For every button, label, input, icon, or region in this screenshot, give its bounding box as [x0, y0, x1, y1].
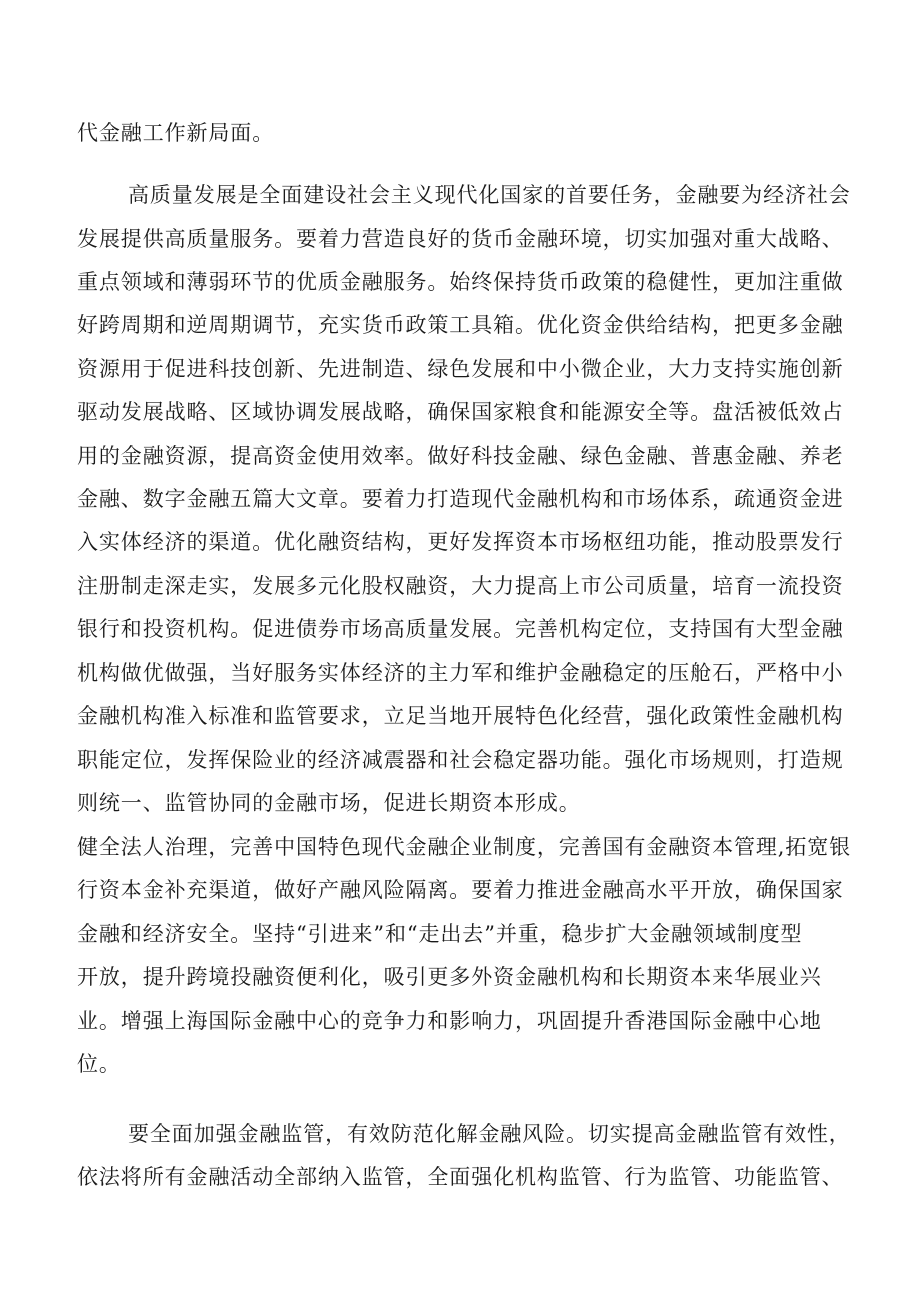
text-line: 职能定位，发挥保险业的经济减震器和社会稳定器功能。强化市场规则，打造规 [77, 748, 844, 772]
text-line: 位。 [77, 1052, 121, 1076]
text-line: 重点领域和薄弱环节的优质金融服务。始终保持货币政策的稳健性，更加注重做 [77, 270, 844, 294]
text-line: 代金融工作新局面。 [77, 121, 275, 145]
text-line: 依法将所有金融活动全部纳入监管，全面强化机构监管、行为监管、功能监管、 [77, 1165, 844, 1189]
text-line: 健全法人治理，完善中国特色现代金融企业制度，完善国有金融资本管理,拓宽银 [77, 835, 852, 859]
text-line: 高质量发展是全面建设社会主义现代化国家的首要任务，金融要为经济社会 [128, 183, 851, 207]
text-line: 行资本金补充渠道，做好产融风险隔离。要着力推进金融高水平开放，确保国家 [77, 878, 844, 902]
text-line: 开放，提升跨境投融资便利化，吸引更多外资金融机构和长期资本来华展业兴 [77, 965, 822, 989]
text-line: 用的金融资源，提高资金使用效率。做好科技金融、绿色金融、普惠金融、养老 [77, 444, 844, 468]
text-line: 驱动发展战略、区域协调发展战略，确保国家粮食和能源安全等。盘活被低效占 [77, 400, 844, 424]
text-line: 好跨周期和逆周期调节，充实货币政策工具箱。优化资金供给结构，把更多金融 [77, 313, 844, 337]
text-line: 入实体经济的渠道。优化融资结构，更好发挥资本市场枢纽功能，推动股票发行 [77, 530, 844, 554]
text-line: 业。增强上海国际金融中心的竞争力和影响力，巩固提升香港国际金融中心地 [77, 1009, 822, 1033]
text-line: 发展提供高质量服务。要着力营造良好的货币金融环境，切实加强对重大战略、 [77, 227, 844, 251]
text-line: 资源用于促进科技创新、先进制造、绿色发展和中小微企业，大力支持实施创新 [77, 357, 844, 381]
text-line: 金融和经济安全。坚持“引进来”和“走出去”并重，稳步扩大金融领域制度型 [77, 922, 803, 946]
text-line: 金融机构准入标准和监管要求，立足当地开展特色化经营，强化政策性金融机构 [77, 704, 844, 728]
text-line: 注册制走深走实，发展多元化股权融资，大力提高上市公司质量，培育一流投资 [77, 574, 844, 598]
text-line: 机构做优做强，当好服务实体经济的主力军和维护金融稳定的压舱石，严格中小 [77, 661, 844, 685]
text-line: 则统一、监管协同的金融市场，促进长期资本形成。 [77, 791, 581, 815]
text-line: 银行和投资机构。促进债券市场高质量发展。完善机构定位，支持国有大型金融 [77, 617, 844, 641]
text-line: 要全面加强金融监管，有效防范化解金融风险。切实提高金融监管有效性， [128, 1122, 851, 1146]
text-line: 金融、数字金融五篇大文章。要着力打造现代金融机构和市场体系，疏通资金进 [77, 487, 844, 511]
